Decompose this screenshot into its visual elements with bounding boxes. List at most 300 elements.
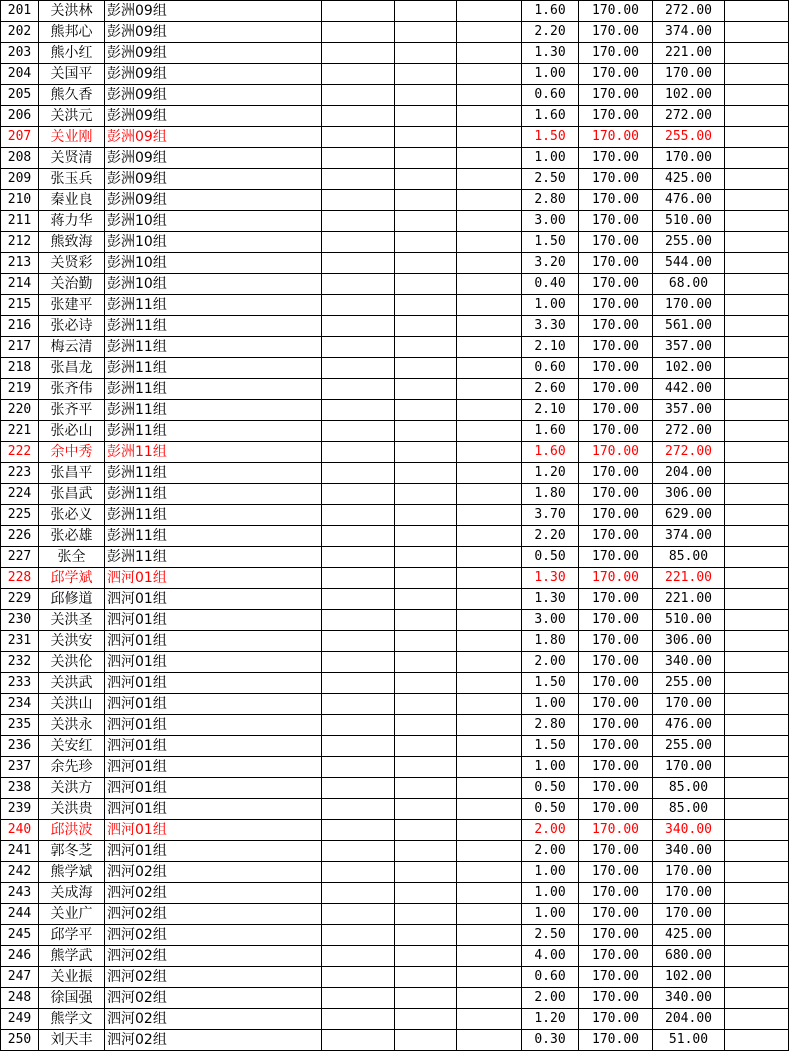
row-number-cell[interactable]: 202	[1, 22, 39, 43]
rate-cell[interactable]: 170.00	[579, 925, 653, 946]
empty-cell[interactable]	[457, 757, 522, 778]
empty-cell[interactable]	[725, 526, 789, 547]
empty-cell[interactable]	[725, 694, 789, 715]
row-number-cell[interactable]: 223	[1, 463, 39, 484]
area-cell[interactable]: 1.00	[522, 694, 579, 715]
name-cell[interactable]: 关安红	[39, 736, 105, 757]
group-cell[interactable]: 彭洲11组	[105, 421, 322, 442]
area-cell[interactable]: 2.10	[522, 337, 579, 358]
empty-cell[interactable]	[457, 43, 522, 64]
empty-cell[interactable]	[322, 43, 395, 64]
area-cell[interactable]: 1.60	[522, 442, 579, 463]
group-cell[interactable]: 泗河01组	[105, 673, 322, 694]
empty-cell[interactable]	[322, 211, 395, 232]
name-cell[interactable]: 关洪安	[39, 631, 105, 652]
group-cell[interactable]: 彭洲09组	[105, 169, 322, 190]
empty-cell[interactable]	[457, 1030, 522, 1051]
empty-cell[interactable]	[725, 148, 789, 169]
area-cell[interactable]: 1.00	[522, 757, 579, 778]
rate-cell[interactable]: 170.00	[579, 85, 653, 106]
empty-cell[interactable]	[457, 820, 522, 841]
empty-cell[interactable]	[395, 757, 457, 778]
empty-cell[interactable]	[725, 337, 789, 358]
name-cell[interactable]: 熊学武	[39, 946, 105, 967]
empty-cell[interactable]	[395, 967, 457, 988]
group-cell[interactable]: 泗河01组	[105, 694, 322, 715]
area-cell[interactable]: 2.50	[522, 169, 579, 190]
rate-cell[interactable]: 170.00	[579, 253, 653, 274]
empty-cell[interactable]	[395, 925, 457, 946]
group-cell[interactable]: 泗河01组	[105, 568, 322, 589]
area-cell[interactable]: 3.00	[522, 211, 579, 232]
area-cell[interactable]: 1.30	[522, 589, 579, 610]
empty-cell[interactable]	[457, 106, 522, 127]
empty-cell[interactable]	[725, 652, 789, 673]
name-cell[interactable]: 熊小红	[39, 43, 105, 64]
group-cell[interactable]: 彭洲11组	[105, 337, 322, 358]
area-cell[interactable]: 1.50	[522, 736, 579, 757]
empty-cell[interactable]	[395, 22, 457, 43]
name-cell[interactable]: 秦业良	[39, 190, 105, 211]
empty-cell[interactable]	[322, 442, 395, 463]
rate-cell[interactable]: 170.00	[579, 694, 653, 715]
area-cell[interactable]: 1.00	[522, 883, 579, 904]
group-cell[interactable]: 彭洲09组	[105, 85, 322, 106]
rate-cell[interactable]: 170.00	[579, 778, 653, 799]
rate-cell[interactable]: 170.00	[579, 43, 653, 64]
area-cell[interactable]: 1.50	[522, 673, 579, 694]
group-cell[interactable]: 泗河01组	[105, 820, 322, 841]
empty-cell[interactable]	[322, 967, 395, 988]
empty-cell[interactable]	[725, 946, 789, 967]
empty-cell[interactable]	[725, 631, 789, 652]
empty-cell[interactable]	[725, 43, 789, 64]
area-cell[interactable]: 2.60	[522, 379, 579, 400]
empty-cell[interactable]	[725, 316, 789, 337]
empty-cell[interactable]	[725, 778, 789, 799]
amount-cell[interactable]: 357.00	[653, 400, 725, 421]
empty-cell[interactable]	[457, 127, 522, 148]
empty-cell[interactable]	[395, 841, 457, 862]
empty-cell[interactable]	[725, 295, 789, 316]
empty-cell[interactable]	[457, 1, 522, 22]
group-cell[interactable]: 彭洲10组	[105, 232, 322, 253]
empty-cell[interactable]	[725, 799, 789, 820]
empty-cell[interactable]	[322, 946, 395, 967]
row-number-cell[interactable]: 215	[1, 295, 39, 316]
row-number-cell[interactable]: 244	[1, 904, 39, 925]
empty-cell[interactable]	[322, 904, 395, 925]
empty-cell[interactable]	[322, 862, 395, 883]
group-cell[interactable]: 泗河02组	[105, 862, 322, 883]
empty-cell[interactable]	[322, 1009, 395, 1030]
rate-cell[interactable]: 170.00	[579, 337, 653, 358]
empty-cell[interactable]	[322, 190, 395, 211]
group-cell[interactable]: 泗河01组	[105, 589, 322, 610]
empty-cell[interactable]	[395, 211, 457, 232]
empty-cell[interactable]	[725, 64, 789, 85]
empty-cell[interactable]	[457, 925, 522, 946]
amount-cell[interactable]: 85.00	[653, 799, 725, 820]
amount-cell[interactable]: 374.00	[653, 22, 725, 43]
empty-cell[interactable]	[725, 967, 789, 988]
empty-cell[interactable]	[395, 442, 457, 463]
area-cell[interactable]: 1.60	[522, 106, 579, 127]
amount-cell[interactable]: 340.00	[653, 988, 725, 1009]
area-cell[interactable]: 0.60	[522, 85, 579, 106]
rate-cell[interactable]: 170.00	[579, 148, 653, 169]
group-cell[interactable]: 泗河02组	[105, 946, 322, 967]
name-cell[interactable]: 邱学斌	[39, 568, 105, 589]
group-cell[interactable]: 彭洲10组	[105, 253, 322, 274]
empty-cell[interactable]	[395, 1030, 457, 1051]
amount-cell[interactable]: 272.00	[653, 421, 725, 442]
empty-cell[interactable]	[395, 694, 457, 715]
amount-cell[interactable]: 170.00	[653, 148, 725, 169]
name-cell[interactable]: 关治勤	[39, 274, 105, 295]
amount-cell[interactable]: 357.00	[653, 337, 725, 358]
empty-cell[interactable]	[457, 568, 522, 589]
row-number-cell[interactable]: 225	[1, 505, 39, 526]
amount-cell[interactable]: 476.00	[653, 190, 725, 211]
empty-cell[interactable]	[322, 799, 395, 820]
group-cell[interactable]: 泗河01组	[105, 778, 322, 799]
row-number-cell[interactable]: 227	[1, 547, 39, 568]
amount-cell[interactable]: 374.00	[653, 526, 725, 547]
area-cell[interactable]: 3.00	[522, 610, 579, 631]
empty-cell[interactable]	[395, 421, 457, 442]
empty-cell[interactable]	[395, 673, 457, 694]
row-number-cell[interactable]: 243	[1, 883, 39, 904]
group-cell[interactable]: 泗河02组	[105, 1009, 322, 1030]
row-number-cell[interactable]: 241	[1, 841, 39, 862]
empty-cell[interactable]	[395, 232, 457, 253]
area-cell[interactable]: 1.60	[522, 421, 579, 442]
amount-cell[interactable]: 170.00	[653, 862, 725, 883]
area-cell[interactable]: 2.00	[522, 841, 579, 862]
group-cell[interactable]: 泗河01组	[105, 757, 322, 778]
empty-cell[interactable]	[725, 421, 789, 442]
empty-cell[interactable]	[395, 379, 457, 400]
empty-cell[interactable]	[725, 610, 789, 631]
row-number-cell[interactable]: 207	[1, 127, 39, 148]
area-cell[interactable]: 2.80	[522, 715, 579, 736]
empty-cell[interactable]	[725, 841, 789, 862]
rate-cell[interactable]: 170.00	[579, 1030, 653, 1051]
area-cell[interactable]: 2.50	[522, 925, 579, 946]
group-cell[interactable]: 彭洲09组	[105, 64, 322, 85]
name-cell[interactable]: 关洪林	[39, 1, 105, 22]
empty-cell[interactable]	[322, 85, 395, 106]
empty-cell[interactable]	[395, 799, 457, 820]
rate-cell[interactable]: 170.00	[579, 589, 653, 610]
rate-cell[interactable]: 170.00	[579, 505, 653, 526]
empty-cell[interactable]	[725, 736, 789, 757]
name-cell[interactable]: 张齐平	[39, 400, 105, 421]
group-cell[interactable]: 泗河02组	[105, 967, 322, 988]
rate-cell[interactable]: 170.00	[579, 568, 653, 589]
rate-cell[interactable]: 170.00	[579, 421, 653, 442]
rate-cell[interactable]: 170.00	[579, 1009, 653, 1030]
empty-cell[interactable]	[395, 253, 457, 274]
amount-cell[interactable]: 425.00	[653, 169, 725, 190]
group-cell[interactable]: 彭洲11组	[105, 442, 322, 463]
group-cell[interactable]: 泗河01组	[105, 841, 322, 862]
area-cell[interactable]: 0.60	[522, 967, 579, 988]
row-number-cell[interactable]: 211	[1, 211, 39, 232]
group-cell[interactable]: 泗河02组	[105, 883, 322, 904]
empty-cell[interactable]	[395, 505, 457, 526]
name-cell[interactable]: 熊致海	[39, 232, 105, 253]
name-cell[interactable]: 张全	[39, 547, 105, 568]
amount-cell[interactable]: 476.00	[653, 715, 725, 736]
amount-cell[interactable]: 102.00	[653, 967, 725, 988]
rate-cell[interactable]: 170.00	[579, 484, 653, 505]
name-cell[interactable]: 张齐伟	[39, 379, 105, 400]
empty-cell[interactable]	[725, 757, 789, 778]
empty-cell[interactable]	[457, 295, 522, 316]
empty-cell[interactable]	[395, 631, 457, 652]
amount-cell[interactable]: 340.00	[653, 652, 725, 673]
empty-cell[interactable]	[395, 169, 457, 190]
empty-cell[interactable]	[395, 652, 457, 673]
group-cell[interactable]: 彭洲10组	[105, 211, 322, 232]
row-number-cell[interactable]: 245	[1, 925, 39, 946]
empty-cell[interactable]	[725, 904, 789, 925]
empty-cell[interactable]	[725, 400, 789, 421]
row-number-cell[interactable]: 230	[1, 610, 39, 631]
empty-cell[interactable]	[322, 505, 395, 526]
amount-cell[interactable]: 510.00	[653, 211, 725, 232]
group-cell[interactable]: 泗河01组	[105, 736, 322, 757]
group-cell[interactable]: 彭洲09组	[105, 1, 322, 22]
empty-cell[interactable]	[457, 211, 522, 232]
area-cell[interactable]: 2.10	[522, 400, 579, 421]
amount-cell[interactable]: 255.00	[653, 673, 725, 694]
name-cell[interactable]: 张必雄	[39, 526, 105, 547]
area-cell[interactable]: 0.50	[522, 799, 579, 820]
empty-cell[interactable]	[322, 694, 395, 715]
empty-cell[interactable]	[322, 841, 395, 862]
empty-cell[interactable]	[725, 505, 789, 526]
name-cell[interactable]: 熊学文	[39, 1009, 105, 1030]
amount-cell[interactable]: 272.00	[653, 442, 725, 463]
empty-cell[interactable]	[725, 190, 789, 211]
area-cell[interactable]: 2.00	[522, 988, 579, 1009]
rate-cell[interactable]: 170.00	[579, 463, 653, 484]
rate-cell[interactable]: 170.00	[579, 1, 653, 22]
area-cell[interactable]: 1.00	[522, 148, 579, 169]
row-number-cell[interactable]: 201	[1, 1, 39, 22]
area-cell[interactable]: 3.20	[522, 253, 579, 274]
area-cell[interactable]: 1.30	[522, 568, 579, 589]
empty-cell[interactable]	[322, 568, 395, 589]
group-cell[interactable]: 彭洲11组	[105, 316, 322, 337]
empty-cell[interactable]	[322, 148, 395, 169]
amount-cell[interactable]: 170.00	[653, 295, 725, 316]
empty-cell[interactable]	[457, 337, 522, 358]
amount-cell[interactable]: 510.00	[653, 610, 725, 631]
empty-cell[interactable]	[322, 337, 395, 358]
empty-cell[interactable]	[395, 400, 457, 421]
empty-cell[interactable]	[322, 1, 395, 22]
empty-cell[interactable]	[725, 379, 789, 400]
empty-cell[interactable]	[395, 463, 457, 484]
name-cell[interactable]: 余中秀	[39, 442, 105, 463]
empty-cell[interactable]	[725, 106, 789, 127]
empty-cell[interactable]	[322, 232, 395, 253]
row-number-cell[interactable]: 224	[1, 484, 39, 505]
name-cell[interactable]: 关洪武	[39, 673, 105, 694]
empty-cell[interactable]	[322, 1030, 395, 1051]
name-cell[interactable]: 关洪方	[39, 778, 105, 799]
empty-cell[interactable]	[725, 715, 789, 736]
empty-cell[interactable]	[395, 862, 457, 883]
area-cell[interactable]: 0.50	[522, 778, 579, 799]
rate-cell[interactable]: 170.00	[579, 736, 653, 757]
area-cell[interactable]: 4.00	[522, 946, 579, 967]
empty-cell[interactable]	[395, 1009, 457, 1030]
row-number-cell[interactable]: 203	[1, 43, 39, 64]
rate-cell[interactable]: 170.00	[579, 22, 653, 43]
row-number-cell[interactable]: 218	[1, 358, 39, 379]
rate-cell[interactable]: 170.00	[579, 442, 653, 463]
amount-cell[interactable]: 170.00	[653, 694, 725, 715]
empty-cell[interactable]	[725, 862, 789, 883]
empty-cell[interactable]	[395, 778, 457, 799]
amount-cell[interactable]: 255.00	[653, 127, 725, 148]
row-number-cell[interactable]: 242	[1, 862, 39, 883]
empty-cell[interactable]	[457, 22, 522, 43]
name-cell[interactable]: 邱洪波	[39, 820, 105, 841]
row-number-cell[interactable]: 208	[1, 148, 39, 169]
empty-cell[interactable]	[457, 841, 522, 862]
name-cell[interactable]: 徐国强	[39, 988, 105, 1009]
empty-cell[interactable]	[395, 148, 457, 169]
empty-cell[interactable]	[457, 169, 522, 190]
amount-cell[interactable]: 221.00	[653, 43, 725, 64]
empty-cell[interactable]	[457, 232, 522, 253]
area-cell[interactable]: 1.00	[522, 862, 579, 883]
empty-cell[interactable]	[322, 463, 395, 484]
row-number-cell[interactable]: 205	[1, 85, 39, 106]
amount-cell[interactable]: 85.00	[653, 778, 725, 799]
empty-cell[interactable]	[395, 358, 457, 379]
name-cell[interactable]: 刘天丰	[39, 1030, 105, 1051]
name-cell[interactable]: 张建平	[39, 295, 105, 316]
empty-cell[interactable]	[457, 274, 522, 295]
rate-cell[interactable]: 170.00	[579, 631, 653, 652]
area-cell[interactable]: 1.00	[522, 64, 579, 85]
name-cell[interactable]: 张昌龙	[39, 358, 105, 379]
rate-cell[interactable]: 170.00	[579, 211, 653, 232]
empty-cell[interactable]	[725, 253, 789, 274]
name-cell[interactable]: 关洪山	[39, 694, 105, 715]
name-cell[interactable]: 关贤清	[39, 148, 105, 169]
rate-cell[interactable]: 170.00	[579, 841, 653, 862]
empty-cell[interactable]	[457, 988, 522, 1009]
area-cell[interactable]: 3.70	[522, 505, 579, 526]
empty-cell[interactable]	[725, 274, 789, 295]
area-cell[interactable]: 1.80	[522, 484, 579, 505]
group-cell[interactable]: 泗河02组	[105, 1030, 322, 1051]
amount-cell[interactable]: 544.00	[653, 253, 725, 274]
name-cell[interactable]: 梅云清	[39, 337, 105, 358]
name-cell[interactable]: 关洪圣	[39, 610, 105, 631]
amount-cell[interactable]: 629.00	[653, 505, 725, 526]
empty-cell[interactable]	[457, 883, 522, 904]
amount-cell[interactable]: 340.00	[653, 841, 725, 862]
empty-cell[interactable]	[322, 883, 395, 904]
name-cell[interactable]: 关贤彩	[39, 253, 105, 274]
empty-cell[interactable]	[725, 925, 789, 946]
name-cell[interactable]: 张昌平	[39, 463, 105, 484]
row-number-cell[interactable]: 250	[1, 1030, 39, 1051]
empty-cell[interactable]	[322, 757, 395, 778]
amount-cell[interactable]: 204.00	[653, 463, 725, 484]
rate-cell[interactable]: 170.00	[579, 799, 653, 820]
empty-cell[interactable]	[725, 1009, 789, 1030]
rate-cell[interactable]: 170.00	[579, 673, 653, 694]
rate-cell[interactable]: 170.00	[579, 400, 653, 421]
rate-cell[interactable]: 170.00	[579, 967, 653, 988]
row-number-cell[interactable]: 214	[1, 274, 39, 295]
empty-cell[interactable]	[725, 547, 789, 568]
empty-cell[interactable]	[457, 862, 522, 883]
row-number-cell[interactable]: 210	[1, 190, 39, 211]
area-cell[interactable]: 3.30	[522, 316, 579, 337]
empty-cell[interactable]	[395, 127, 457, 148]
area-cell[interactable]: 1.00	[522, 295, 579, 316]
group-cell[interactable]: 彭洲11组	[105, 400, 322, 421]
amount-cell[interactable]: 204.00	[653, 1009, 725, 1030]
empty-cell[interactable]	[457, 505, 522, 526]
empty-cell[interactable]	[457, 190, 522, 211]
group-cell[interactable]: 泗河02组	[105, 925, 322, 946]
area-cell[interactable]: 2.20	[522, 22, 579, 43]
empty-cell[interactable]	[457, 631, 522, 652]
rate-cell[interactable]: 170.00	[579, 232, 653, 253]
empty-cell[interactable]	[322, 988, 395, 1009]
rate-cell[interactable]: 170.00	[579, 988, 653, 1009]
empty-cell[interactable]	[395, 589, 457, 610]
row-number-cell[interactable]: 206	[1, 106, 39, 127]
empty-cell[interactable]	[457, 484, 522, 505]
amount-cell[interactable]: 272.00	[653, 106, 725, 127]
name-cell[interactable]: 关洪永	[39, 715, 105, 736]
amount-cell[interactable]: 85.00	[653, 547, 725, 568]
area-cell[interactable]: 1.30	[522, 43, 579, 64]
empty-cell[interactable]	[395, 1, 457, 22]
amount-cell[interactable]: 340.00	[653, 820, 725, 841]
amount-cell[interactable]: 170.00	[653, 757, 725, 778]
row-number-cell[interactable]: 247	[1, 967, 39, 988]
name-cell[interactable]: 关洪元	[39, 106, 105, 127]
empty-cell[interactable]	[457, 589, 522, 610]
group-cell[interactable]: 彭洲11组	[105, 526, 322, 547]
row-number-cell[interactable]: 236	[1, 736, 39, 757]
empty-cell[interactable]	[395, 43, 457, 64]
group-cell[interactable]: 彭洲11组	[105, 295, 322, 316]
empty-cell[interactable]	[457, 316, 522, 337]
row-number-cell[interactable]: 229	[1, 589, 39, 610]
name-cell[interactable]: 张必山	[39, 421, 105, 442]
row-number-cell[interactable]: 239	[1, 799, 39, 820]
empty-cell[interactable]	[725, 85, 789, 106]
row-number-cell[interactable]: 221	[1, 421, 39, 442]
row-number-cell[interactable]: 219	[1, 379, 39, 400]
empty-cell[interactable]	[395, 484, 457, 505]
